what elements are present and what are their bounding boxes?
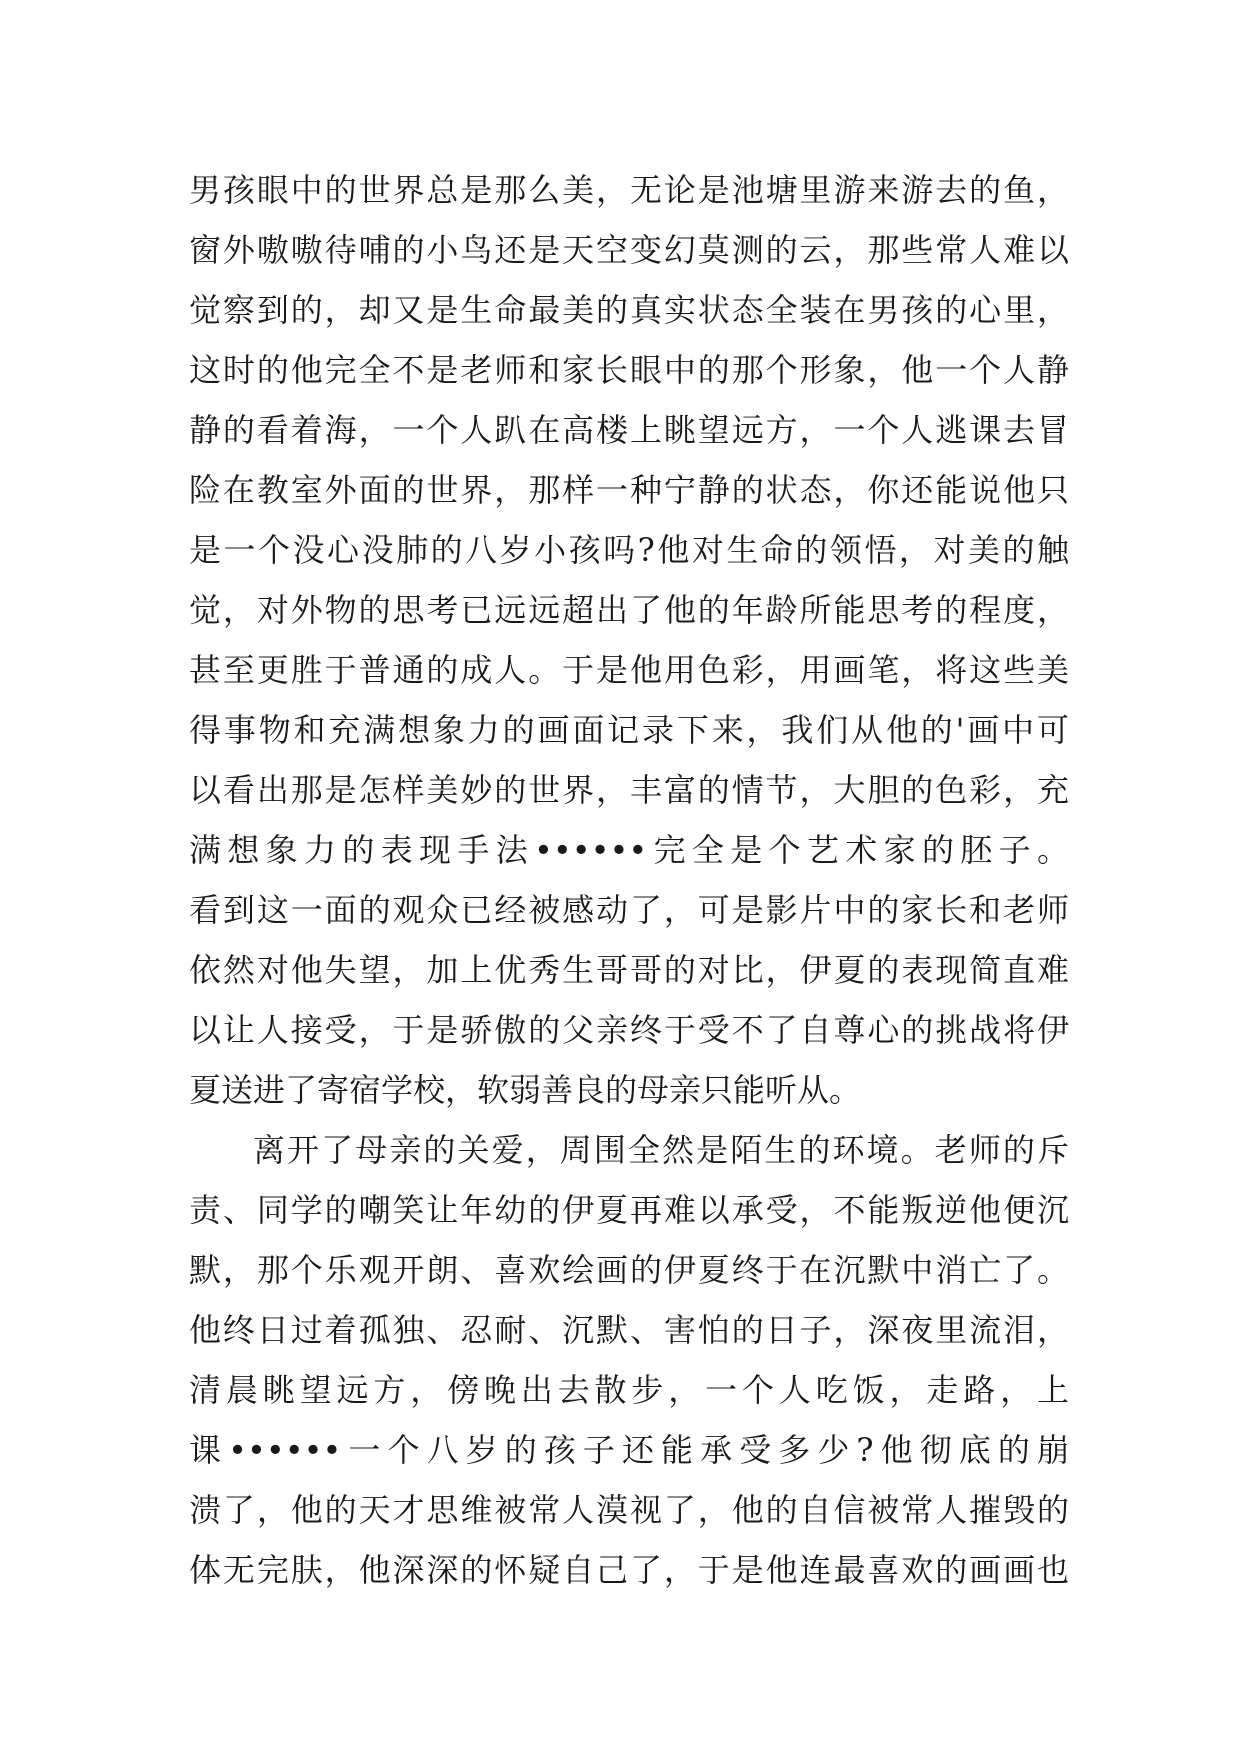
text-line-5: 静的看着海，一个人趴在高楼上眺望远方，一个人逃课去冒 [189, 411, 1069, 449]
text-line-22: 课••••••一个八岁的孩子还能承受多少?他彻底的崩 [189, 1431, 1069, 1469]
text-line-23: 溃了，他的天才思维被常人漠视了，他的自信被常人摧毁的 [189, 1491, 1069, 1529]
text-line-6: 险在教室外面的世界，那样一种宁静的状态，你还能说他只 [189, 471, 1069, 509]
text-line-16: 夏送进了寄宿学校，软弱善良的母亲只能听从。 [189, 1071, 862, 1109]
text-line-3: 觉察到的，却又是生命最美的真实状态全装在男孩的心里， [189, 291, 1069, 329]
text-line-10: 得事物和充满想象力的画面记录下来，我们从他的'画中可 [189, 711, 1069, 749]
text-line-4: 这时的他完全不是老师和家长眼中的那个形象，他一个人静 [189, 351, 1069, 389]
text-line-7: 是一个没心没肺的八岁小孩吗?他对生命的领悟，对美的触 [189, 531, 1069, 569]
text-line-14: 依然对他失望，加上优秀生哥哥的对比，伊夏的表现简直难 [189, 951, 1069, 989]
body-text [189, 160, 1069, 1600]
text-line-13: 看到这一面的观众已经被感动了，可是影片中的家长和老师 [189, 891, 1069, 929]
text-line-15: 以让人接受，于是骄傲的父亲终于受不了自尊心的挑战将伊 [189, 1011, 1069, 1049]
text-line-19: 默，那个乐观开朗、喜欢绘画的伊夏终于在沉默中消亡了。 [189, 1251, 1069, 1289]
text-line-12: 满想象力的表现手法••••••完全是个艺术家的胚子。 [189, 831, 1069, 869]
text-line-9: 甚至更胜于普通的成人。于是他用色彩，用画笔，将这些美 [189, 651, 1069, 689]
text-line-2: 窗外嗷嗷待哺的小鸟还是天空变幻莫测的云，那些常人难以 [189, 231, 1069, 269]
text-line-17: 离开了母亲的关爱，周围全然是陌生的环境。老师的斥 [253, 1131, 1069, 1169]
text-line-21: 清晨眺望远方，傍晚出去散步，一个人吃饭，走路，上 [189, 1371, 1069, 1409]
text-line-20: 他终日过着孤独、忍耐、沉默、害怕的日子，深夜里流泪， [189, 1311, 1069, 1349]
text-line-11: 以看出那是怎样美妙的世界，丰富的情节，大胆的色彩，充 [189, 771, 1069, 809]
text-line-18: 责、同学的嘲笑让年幼的伊夏再难以承受，不能叛逆他便沉 [189, 1191, 1069, 1229]
text-line-1: 男孩眼中的世界总是那么美，无论是池塘里游来游去的鱼， [189, 171, 1069, 209]
text-line-24: 体无完肤，他深深的怀疑自己了，于是他连最喜欢的画画也 [189, 1551, 1069, 1589]
text-line-8: 觉，对外物的思考已远远超出了他的年龄所能思考的程度， [189, 591, 1069, 629]
